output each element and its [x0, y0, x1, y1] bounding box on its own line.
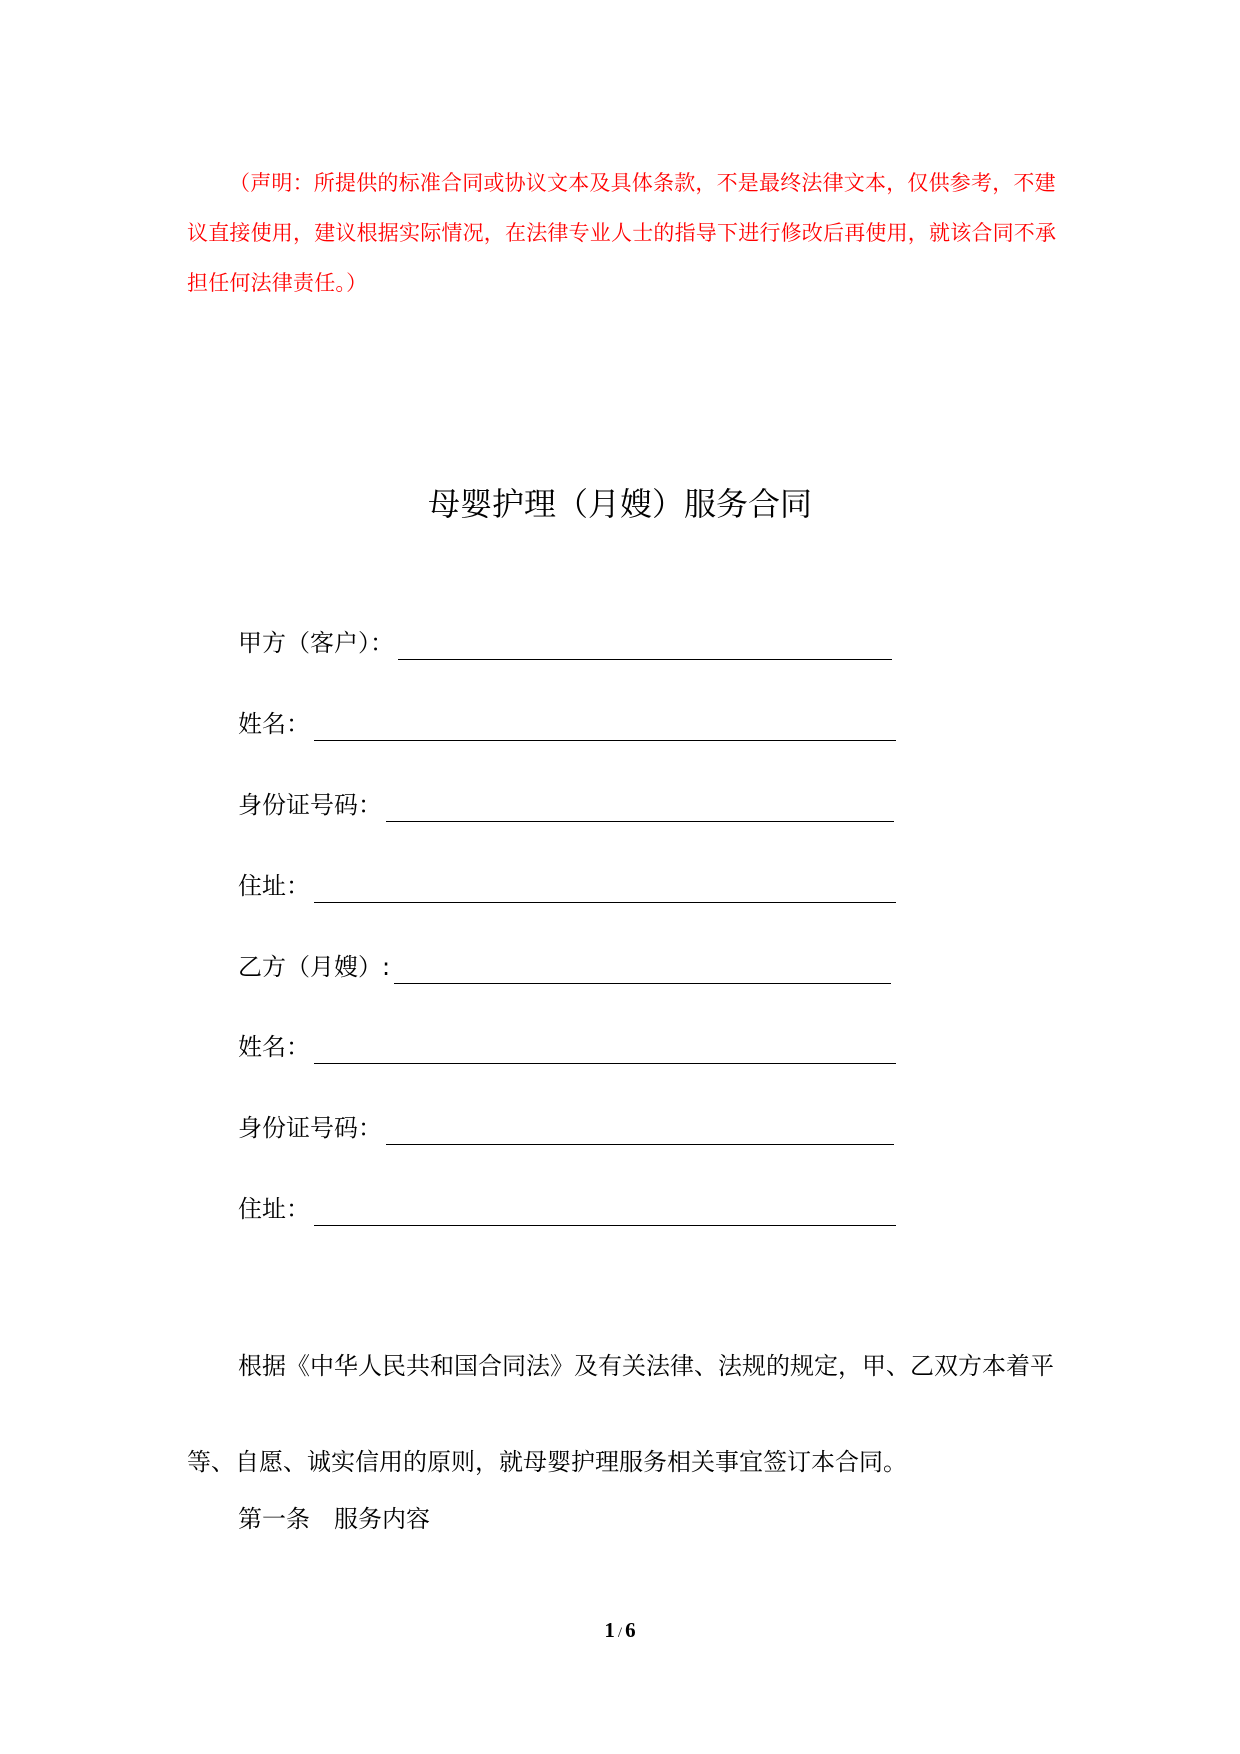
party-a-blank	[398, 629, 892, 660]
disclaimer-notice: （声明：所提供的标准合同或协议文本及具体条款，不是最终法律文本，仅供参考，不建议直接使用，建议根据实际情况，在法律专业人士的指导下进行修改后再使用，就该合同不承担任何法律责任。）	[187, 171, 1057, 295]
preamble-paragraph: 根据《中华人民共和国合同法》及有关法律、法规的规定，甲、乙双方本着平等、自愿、诚实信用的原则，就母婴护理服务相关事宜签订本合同。	[187, 1352, 1054, 1476]
party-b-address-field	[238, 1186, 896, 1226]
party-b-address-blank	[314, 1195, 896, 1226]
party-b-name-label: 姓名：	[238, 1033, 310, 1061]
party-a-address-label: 住址：	[238, 872, 310, 900]
party-a-id-field	[238, 782, 894, 822]
party-a-name-field	[238, 701, 896, 741]
page-total: 6	[625, 1618, 636, 1642]
party-a-name-blank	[314, 710, 896, 741]
party-a-id-blank	[386, 791, 894, 822]
page-number	[0, 1618, 1240, 1643]
page-current: 1	[604, 1618, 615, 1642]
party-b-field	[238, 944, 891, 984]
party-b-address-label: 住址：	[238, 1195, 310, 1223]
party-b-name-blank	[314, 1033, 896, 1064]
party-b-name-field	[238, 1024, 896, 1064]
party-a-id-label: 身份证号码：	[238, 791, 382, 819]
contract-title: 母婴护理（月嫂）服务合同	[427, 485, 812, 523]
article-1-heading: 第一条 服务内容	[238, 1505, 430, 1533]
party-a-address-blank	[314, 872, 896, 903]
party-a-address-field	[238, 863, 896, 903]
party-b-label: 乙方（月嫂）:	[238, 953, 391, 981]
party-b-id-label: 身份证号码：	[238, 1114, 382, 1142]
page-separator: /	[617, 1625, 623, 1641]
party-a-field	[238, 620, 892, 660]
party-b-id-field	[238, 1105, 894, 1145]
party-b-blank	[394, 953, 891, 984]
party-b-id-blank	[386, 1114, 894, 1145]
party-a-name-label: 姓名：	[238, 710, 310, 738]
party-a-label: 甲方（客户）：	[238, 629, 394, 657]
